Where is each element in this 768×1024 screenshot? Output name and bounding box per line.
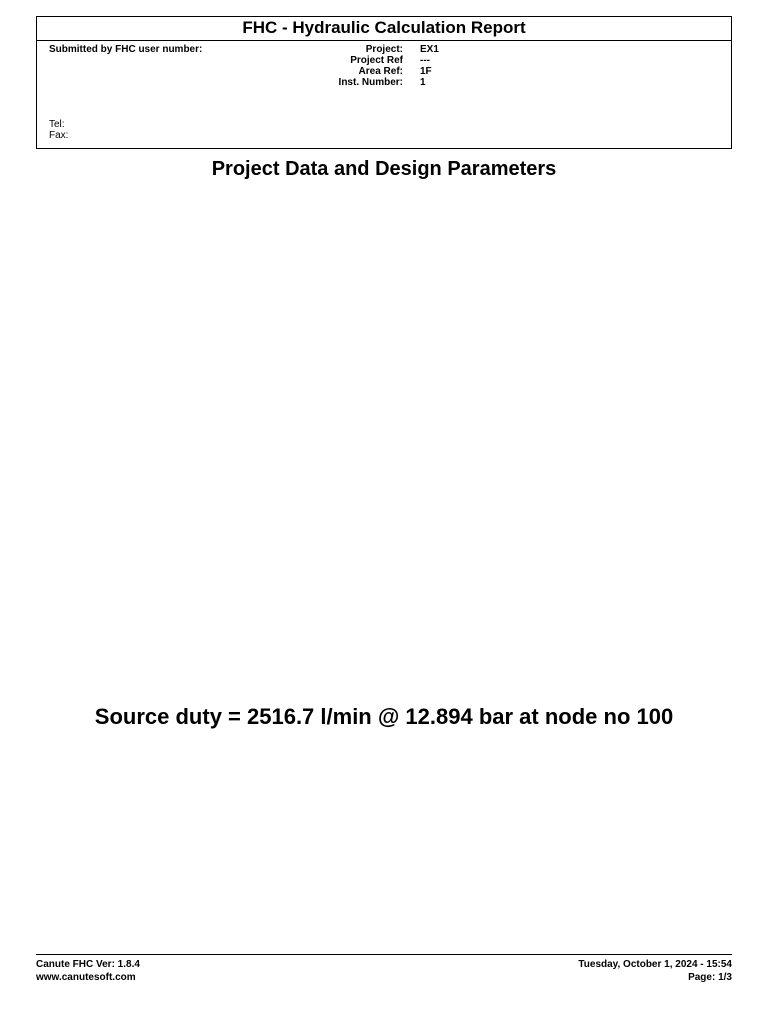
- project-ref-label: Project Ref: [350, 55, 403, 66]
- meta-row-project-ref: [37, 55, 731, 66]
- project-label: Project:: [365, 44, 403, 55]
- area-ref-value: 1F: [420, 66, 432, 77]
- area-ref-label: Area Ref:: [358, 66, 403, 77]
- footer-right: [578, 958, 732, 984]
- header-details: [37, 41, 731, 148]
- section-title: Project Data and Design Parameters: [211, 158, 557, 180]
- meta-row-project: [37, 44, 731, 55]
- tel-label: Tel:: [49, 119, 65, 130]
- version-text: Canute FHC Ver: 1.8.4: [36, 959, 140, 970]
- page-footer: [36, 954, 732, 983]
- report-title: FHC - Hydraulic Calculation Report: [37, 17, 731, 41]
- page-number: Page: 1/3: [688, 972, 732, 983]
- inst-number-value: 1: [420, 77, 426, 88]
- website-text: www.canutesoft.com: [36, 972, 136, 983]
- project-ref-value: ---: [420, 55, 430, 66]
- source-duty-text: Source duty = 2516.7 l/min @ 12.894 bar at node no 100: [94, 704, 674, 729]
- meta-row-area-ref: [37, 66, 731, 77]
- meta-row-inst-number: [37, 77, 731, 88]
- inst-number-label: Inst. Number:: [338, 77, 403, 88]
- fax-label: Fax:: [49, 130, 69, 141]
- footer-left: [36, 958, 140, 984]
- submitted-by-label: Submitted by FHC user number:: [49, 44, 203, 55]
- datetime-text: Tuesday, October 1, 2024 - 15:54: [578, 959, 732, 970]
- project-value: EX1: [420, 44, 439, 55]
- report-header: [36, 16, 732, 149]
